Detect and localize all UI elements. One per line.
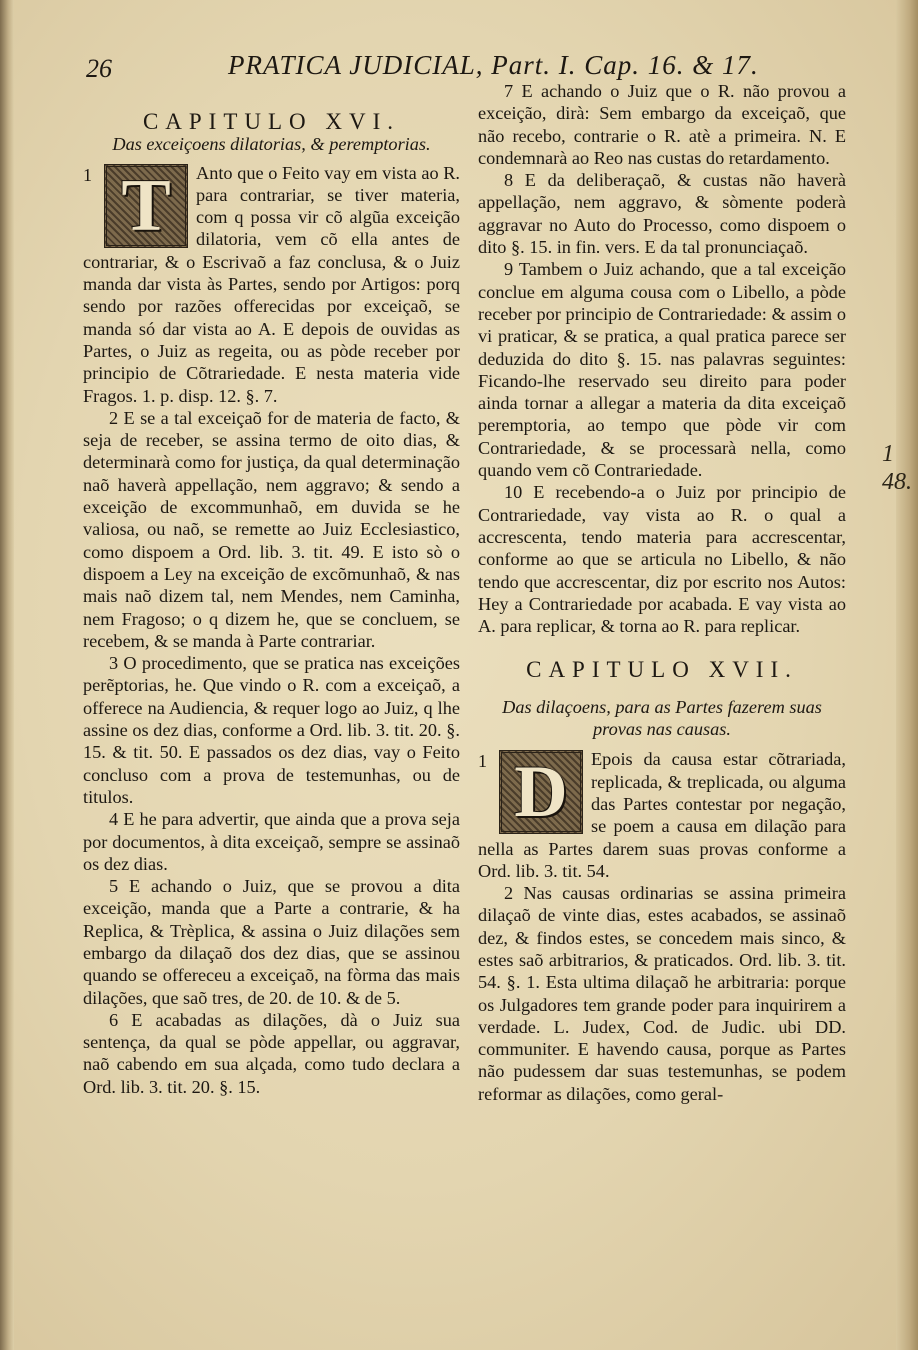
- page-edge: [896, 0, 918, 1350]
- paragraph-6: 6 E acabadas as dilações, dà o Juiz sua sentença, da qual se pòde appellar, ou aggravar, naõ cabendo em sua alçada, como tudo declara a Ord. lib. 3. tit. 20. §. 15.: [83, 1009, 460, 1097]
- paragraph-7: 7 E achando o Juiz que o R. não provou a exceição, dirà: Sem embargo da exceiçaõ, que não recebo, contrarie o R. atè a primeira. N. E condemnarà ao Reo nas custas do retardamento.: [478, 81, 846, 168]
- chapter-17-subtitle: Das dilaçoens, para as Partes fazerem suas provas nas causas.: [502, 696, 822, 740]
- paragraph-9: 9 Tambem o Juiz achando, que a tal exceição conclue em alguma cousa com o Libello, a pòde receber por principio de Contrariedade: & assim o vi praticar, & se pratica, a qual pratica parece ser deduzida do dito §. 15. nas palavras seguintes: Ficando-lhe reservado seu direito para poder ainda tornar a allegar a materia da dita exceiçaõ peremptoria, ao tempo que pòde vir com Contrariedade, & se processarà nella, como quando vem cõ Contrariedade.: [478, 259, 846, 481]
- paragraph-number: 1: [478, 751, 487, 772]
- paragraph-4: 4 E he para advertir, que ainda que a prova seja por documentos, à dita exceiçaõ, sempre se assinaõ os dez dias.: [83, 809, 460, 874]
- right-column: [478, 80, 846, 1105]
- paragraph-number: 1: [83, 164, 92, 185]
- drop-cap-d: D: [499, 750, 583, 834]
- running-title: PRATICA JUDICIAL, Part. I. Cap. 16. & 17.: [228, 50, 759, 80]
- paragraph-2: 2 E se a tal exceiçaõ for de materia de facto, & seja de receber, se assina termo de oito dias, & determinarà como for justiça, da qual determinação naõ haverà appellação, nem aggravo; & sendo a exceição de excommunhaõ, em duvida se he valiosa, ou naõ, se remette ao Juiz Ecclesiastico, como dispoem a Ord. lib. 3. tit. 49. E isto sò o dispoem a Ley na exceição de excõmunhaõ, & nas mais naõ dizem tal, nem Mendes, nem Caminha, nem Fragoso; o q dizem he, que se concluem, se recebem, & se manda à Parte contrariar.: [83, 407, 460, 651]
- paragraph-8: 8 E da deliberaçaõ, & custas não haverà appellação, nem aggravo, & sòmente poderà aggravar no Auto do Processo, como dispoem o dito §. 15. in fin. vers. E da tal pronunciaçaõ.: [478, 170, 846, 258]
- chapter-17-heading: CAPITULO XVII.: [526, 657, 798, 683]
- chapter-17-paragraph-1-block: [478, 748, 846, 882]
- handwritten-margin-note: 1 48.: [882, 441, 912, 495]
- chapter-17-paragraph-2: 2 Nas causas ordinarias se assina primeira dilaçaõ de vinte dias, estes acabados, se assinaõ dez, & findos estes, se concedem mais sinco, & estes saõ arbitrarios, & praticados. Ord. lib. 3. tit. 54. §. 1. Esta ultima dilaçaõ he arbitraria: porque os Julgadores tem grande poder para inquirirem a verdade. L. Judex, Cod. de Judic. ubi DD. communiter. E havendo causa, porque as Partes não pudessem dar suas testemunhas, se podem reformar as dilações, como geral-: [478, 883, 846, 1104]
- page-number: 26: [86, 54, 112, 83]
- paragraph-1-block: [83, 162, 460, 407]
- chapter-16-subtitle: Das exceiçoens dilatorias, & peremptorias.: [112, 134, 431, 155]
- paragraph-10: 10 E recebendo-a o Juiz por principio de Contrariedade, vay vista ao R. o qual a accrescenta, tendo materia para accrescentar, conforme ao que se articula no Libello, & não tendo que accrescentar, diz por escrito nos Autos: Hey a Contrariedade por acabada. E vay vista ao A. para replicar, & torna ao R. para replicar.: [478, 482, 846, 637]
- left-column: [83, 105, 460, 1098]
- running-header: [86, 44, 826, 84]
- drop-cap-t: T: [104, 164, 188, 248]
- chapter-16-heading: CAPITULO XVI.: [142, 109, 401, 134]
- paragraph-1: Anto que o Feito vay em vista ao R. para contrariar, se tiver materia, com q possa vir cõ algũa exceição dilatoria, vem cõ ella antes de contrariar, & o Escrivaõ a faz conclusa, & o Juiz manda dar vista às Partes, sendo por Artigos: porq sendo por razões offerecidas por exceiçaõ, se manda só dar vista ao A. E depois de ouvidas as Partes, o Juiz as regeita, ou as pòde receber por principio de Cõtrariedade. E nesta materia vide Fragos. 1. p. disp. 12. §. 7.: [83, 162, 460, 406]
- paragraph-3: 3 O procedimento, que se pratica nas exceições perẽptorias, he. Que vindo o R. com a exceiçaõ, a offerece na Audiencia, & requer logo ao Juiz, q lhe assine os dez dias, conforme a Ord. lib. 3. tit. 20. §. 15. & tit. 50. E passados os dez dias, vay o Feito concluso com a prova de testemunhas, ou de titulos.: [83, 653, 460, 807]
- chapter-17-paragraph-1: Epois da causa estar cõtrariada, replicada, & treplicada, ou alguma das Partes contestar por negação, se poem a causa em dilação para nella as Partes darem suas provas conforme a Ord. lib. 3. tit. 54.: [478, 749, 846, 881]
- paragraph-5: 5 E achando o Juiz, que se provou a dita exceição, manda que a Parte a contrarie, & ha Replica, & Trèplica, & assina o Juiz dilações sem embargo da dilaçaõ dos dez dias, que se assinou quando se offereceu a exceiçaõ, na fòrma das mais dilações, que saõ tres, de 20. de 10. & de 5.: [83, 876, 460, 1008]
- book-gutter: [0, 0, 14, 1350]
